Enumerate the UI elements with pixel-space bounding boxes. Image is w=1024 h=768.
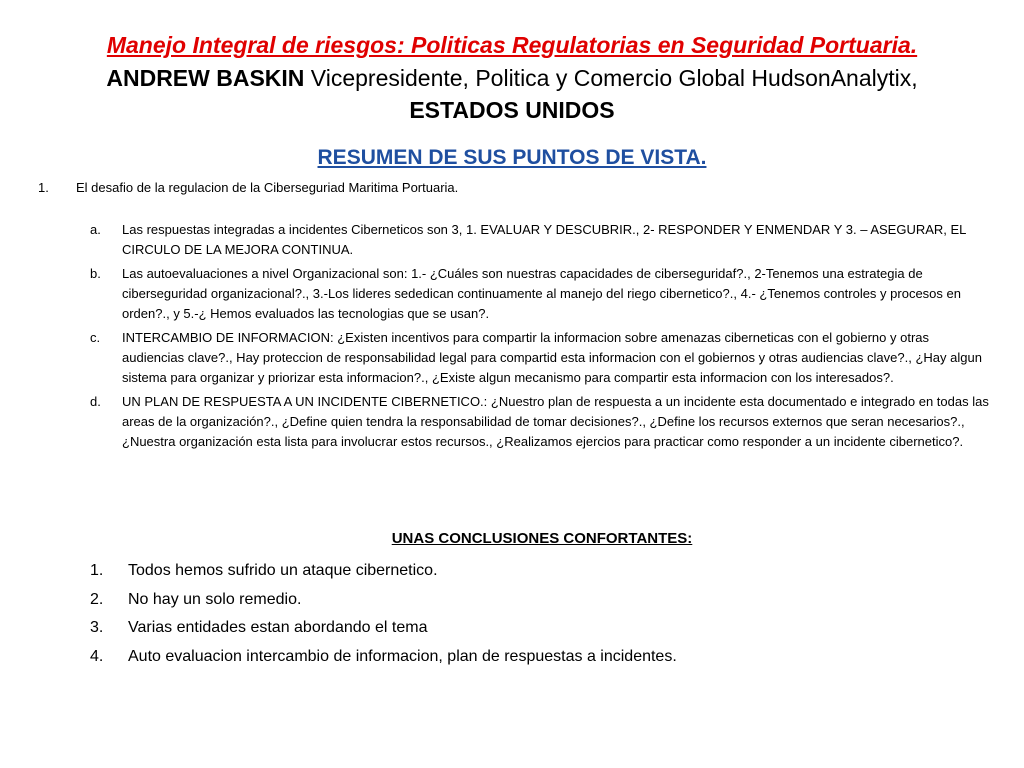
- conclusion-item: [90, 643, 990, 672]
- conclusion-text: Auto evaluacion intercambio de informacion, plan de respuestas a incidentes.: [128, 647, 677, 665]
- conclusion-item: [90, 614, 990, 643]
- conclusion-number: 3.: [90, 619, 104, 636]
- sub-point-item: [90, 220, 990, 260]
- conclusion-number: 1.: [90, 562, 104, 579]
- conclusion-text: Todos hemos sufrido un ataque cibernetico.: [128, 562, 438, 579]
- sub-point-letter: c.: [90, 330, 101, 345]
- conclusion-number: 4.: [90, 647, 104, 665]
- main-point-text: El desafio de la regulacion de la Ciberseguriad Maritima Portuaria.: [76, 180, 459, 195]
- speaker-role: Vicepresidente, Politica y Comercio Global HudsonAnalytix,: [304, 65, 918, 91]
- sub-point-text: INTERCAMBIO DE INFORMACION: ¿Existen incentivos para compartir la informacion sobre amenazas ciberneticas con el gobierno y otras audiencias clave?., Hay proteccion de responsabilidad legal para compartid esta informacion con el gobiernos y otras audiencias clave?., ¿Hay algun sistema para organizar y priorizar esta informacion?., ¿Existe algun mecanismo para compartir esta informacion con los interesados?.: [122, 330, 982, 385]
- sub-point-text: Las respuestas integradas a incidentes Ciberneticos son 3, 1. EVALUAR Y DESCUBRIR., 2- RESPONDER Y ENMENDAR Y 3. – ASEGURAR, EL CIRCULO DE LA MEJORA CONTINUA.: [122, 222, 966, 257]
- title-block: [30, 28, 994, 126]
- slide-title: Manejo Integral de riesgos: Politicas Regulatorias en Seguridad Portuaria.: [106, 32, 918, 58]
- conclusion-item: [90, 557, 990, 586]
- conclusion-text: Varias entidades estan abordando el tema: [128, 619, 428, 636]
- sub-point-letter: a.: [90, 222, 101, 237]
- sub-point-item: [90, 264, 990, 324]
- sub-point-item: [90, 328, 990, 388]
- sub-point-letter: b.: [90, 266, 101, 281]
- sub-point-list: [90, 220, 990, 456]
- speaker-country: ESTADOS UNIDOS: [409, 97, 615, 123]
- conclusion-item: [90, 586, 990, 615]
- sub-point-item: [90, 392, 990, 452]
- speaker-country-line: [30, 94, 994, 126]
- main-point: [38, 179, 458, 196]
- conclusions-list: [90, 557, 990, 671]
- conclusions-title: UNAS CONCLUSIONES CONFORTANTES:: [391, 530, 693, 547]
- speaker-name: ANDREW BASKIN: [106, 65, 305, 91]
- speaker-line: [30, 62, 994, 94]
- sub-point-letter: d.: [90, 394, 101, 409]
- sub-point-text: UN PLAN DE RESPUESTA A UN INCIDENTE CIBERNETICO.: ¿Nuestro plan de respuesta a un incidente esta documentado e integrado en todas las areas de la organización?., ¿Define quien tendra la responsabilidad de tomar decisiones?., ¿Define los recursos externos que seran necesarios?., ¿Nuestra organización esta lista para involucrar estos recursos., ¿Realizamos ejercios para practicar como responder a un incidente cibernetico?.: [122, 394, 989, 449]
- conclusion-number: 2.: [90, 590, 104, 608]
- sub-point-text: Las autoevaluaciones a nivel Organizacional son: 1.- ¿Cuáles son nuestras capacidades de ciberseguridaf?., 2-Tenemos una estrategia de ciberseguridad organizacional?., 3.-Los lideres sededican continuamente al manejo del riego cibernetico?., 4.- ¿Tenemos controles y procesos en orden?., y 5.-¿ Hemos evaluados las tecnologias que se usan?.: [122, 266, 961, 321]
- subtitle: RESUMEN DE SUS PUNTOS DE VISTA.: [317, 146, 707, 169]
- conclusion-text: No hay un solo remedio.: [128, 590, 302, 608]
- main-point-number: 1.: [38, 180, 49, 195]
